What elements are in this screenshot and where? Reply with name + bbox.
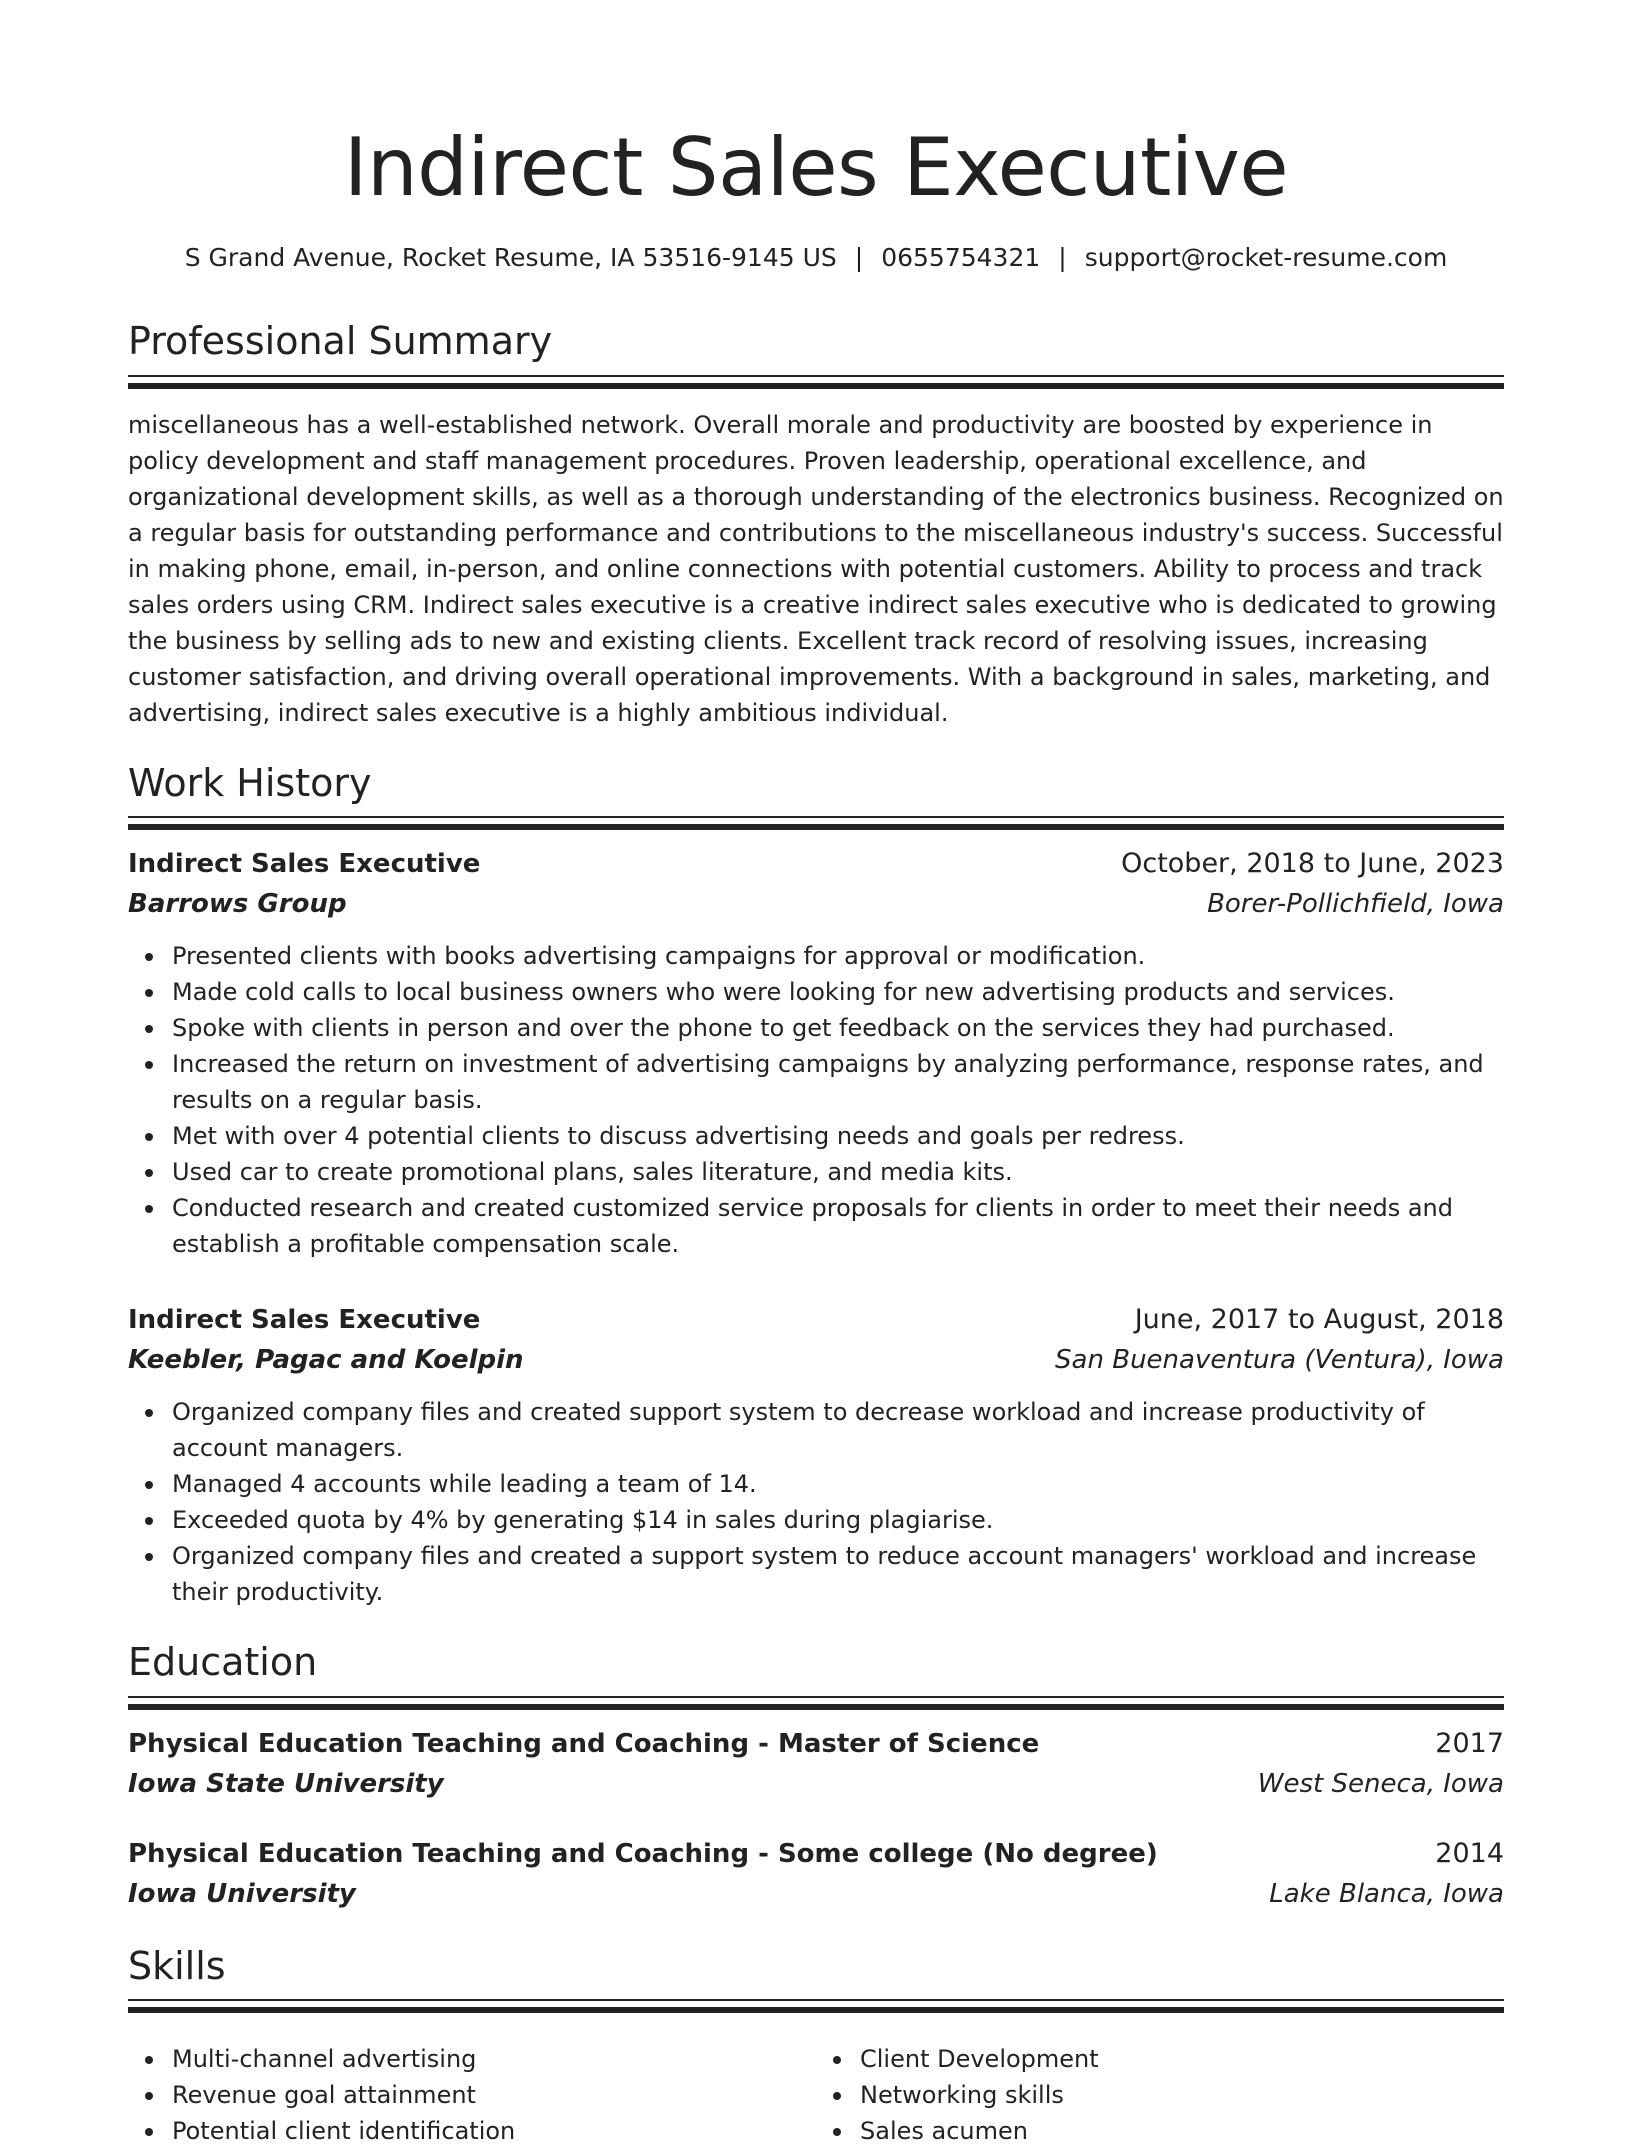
skill-item: Revenue goal attainment <box>128 2077 816 2113</box>
skill-item: Networking skills <box>816 2077 1504 2113</box>
skill-item: Sales acumen <box>816 2113 1504 2149</box>
degree: Physical Education Teaching and Coaching - Master of Science <box>128 1728 1040 1759</box>
section-title-education: Education <box>128 1640 318 1685</box>
school-location: Lake Blanca, Iowa <box>1269 1878 1504 1909</box>
section-divider-thin <box>128 816 1504 818</box>
address: S Grand Avenue, Rocket Resume, IA 53516-9145 US <box>184 243 837 272</box>
school-name: Iowa State University <box>128 1768 444 1799</box>
list-item: Spoke with clients in person and over the phone to get feedback on the services they had purchased. <box>128 1010 1504 1046</box>
job-duties <box>128 938 1504 1262</box>
company-name: Barrows Group <box>128 889 347 920</box>
contact-line <box>128 243 1504 273</box>
phone: 0655754321 <box>881 243 1041 272</box>
list-item: Organized company files and created a support system to reduce account managers' workload and increase their productivity. <box>128 1538 1504 1610</box>
skills-list-right <box>816 2041 1504 2149</box>
list-item: Exceeded quota by 4% by generating $14 in sales during plagiarise. <box>128 1502 1504 1538</box>
section-divider-thick <box>128 1704 1504 1710</box>
school-name: Iowa University <box>128 1878 356 1909</box>
section-divider-thin <box>128 375 1504 377</box>
section-divider-thick <box>128 2007 1504 2013</box>
section-divider-thin <box>128 1999 1504 2001</box>
education-entry <box>128 1834 1504 1914</box>
job-title: Indirect Sales Executive <box>128 849 481 880</box>
section-divider-thick <box>128 383 1504 389</box>
skills-section <box>128 1944 1504 2149</box>
job-entry <box>128 1300 1504 1610</box>
list-item: Made cold calls to local business owners who were looking for new advertising products and services. <box>128 974 1504 1010</box>
school-location: West Seneca, Iowa <box>1257 1768 1504 1799</box>
company-name: Keebler, Pagac and Koelpin <box>128 1345 524 1376</box>
list-item: Organized company files and created support system to decrease workload and increase productivity of account managers. <box>128 1394 1504 1466</box>
graduation-year: 2014 <box>1435 1837 1504 1869</box>
list-item: Presented clients with books advertising campaigns for approval or modification. <box>128 938 1504 974</box>
job-dates: October, 2018 to June, 2023 <box>1121 848 1504 880</box>
skill-item: Potential client identification <box>128 2113 816 2149</box>
education-section <box>128 1640 1504 1914</box>
resume-page <box>128 0 1504 2146</box>
section-divider-thick <box>128 824 1504 830</box>
skills-list-left <box>128 2041 816 2149</box>
contact-separator: | <box>854 243 864 272</box>
contact-separator: | <box>1058 243 1067 272</box>
job-dates: June, 2017 to August, 2018 <box>1134 1304 1504 1336</box>
list-item: Met with over 4 potential clients to discuss advertising needs and goals per redress. <box>128 1118 1504 1154</box>
education-entry <box>128 1724 1504 1804</box>
email: support@rocket-resume.com <box>1084 243 1448 272</box>
professional-summary-section <box>128 319 1504 731</box>
job-location: San Buenaventura (Ventura), Iowa <box>1055 1345 1504 1376</box>
list-item: Managed 4 accounts while leading a team of 14. <box>128 1466 1504 1502</box>
skills-columns <box>128 2027 1504 2149</box>
skill-item: Client Development <box>816 2041 1504 2077</box>
section-title-summary: Professional Summary <box>128 319 553 363</box>
skill-item: Multi-channel advertising <box>128 2041 816 2077</box>
job-entry <box>128 844 1504 1262</box>
job-title: Indirect Sales Executive <box>128 1305 481 1336</box>
candidate-name: Indirect Sales Executive <box>343 121 1289 214</box>
degree: Physical Education Teaching and Coaching - Some college (No degree) <box>128 1838 1158 1869</box>
job-duties <box>128 1394 1504 1610</box>
list-item: Increased the return on investment of advertising campaigns by analyzing performance, response rates, and results on a regular basis. <box>128 1046 1504 1118</box>
list-item: Conducted research and created customized service proposals for clients in order to meet their needs and establish a profitable compensation scale. <box>128 1190 1504 1262</box>
section-title-skills: Skills <box>128 1943 226 1988</box>
section-title-work: Work History <box>128 760 372 805</box>
list-item: Used car to create promotional plans, sales literature, and media kits. <box>128 1154 1504 1190</box>
job-location: Borer-Pollichfield, Iowa <box>1207 889 1504 920</box>
summary-text: miscellaneous has a well-established network. Overall morale and productivity are boosted by experience in policy development and staff management procedures. Proven leadership, operational excellence, and organizational development skills, as well as a thorough understanding of the electronics business. Recognized on a regular basis for outstanding performance and contributions to the miscellaneous industry's success. Successful in making phone, email, in-person, and online connections with potential customers. Ability to process and track sales orders using CRM. Indirect sales executive is a creative indirect sales executive who is dedicated to growing the business by selling ads to new and existing clients. Excellent track record of resolving issues, increasing customer satisfaction, and driving overall operational improvements. With a background in sales, marketing, and advertising, indirect sales executive is a highly ambitious individual. <box>128 410 1504 727</box>
graduation-year: 2017 <box>1435 1727 1504 1759</box>
section-divider-thin <box>128 1696 1504 1698</box>
work-history-section <box>128 761 1504 1611</box>
